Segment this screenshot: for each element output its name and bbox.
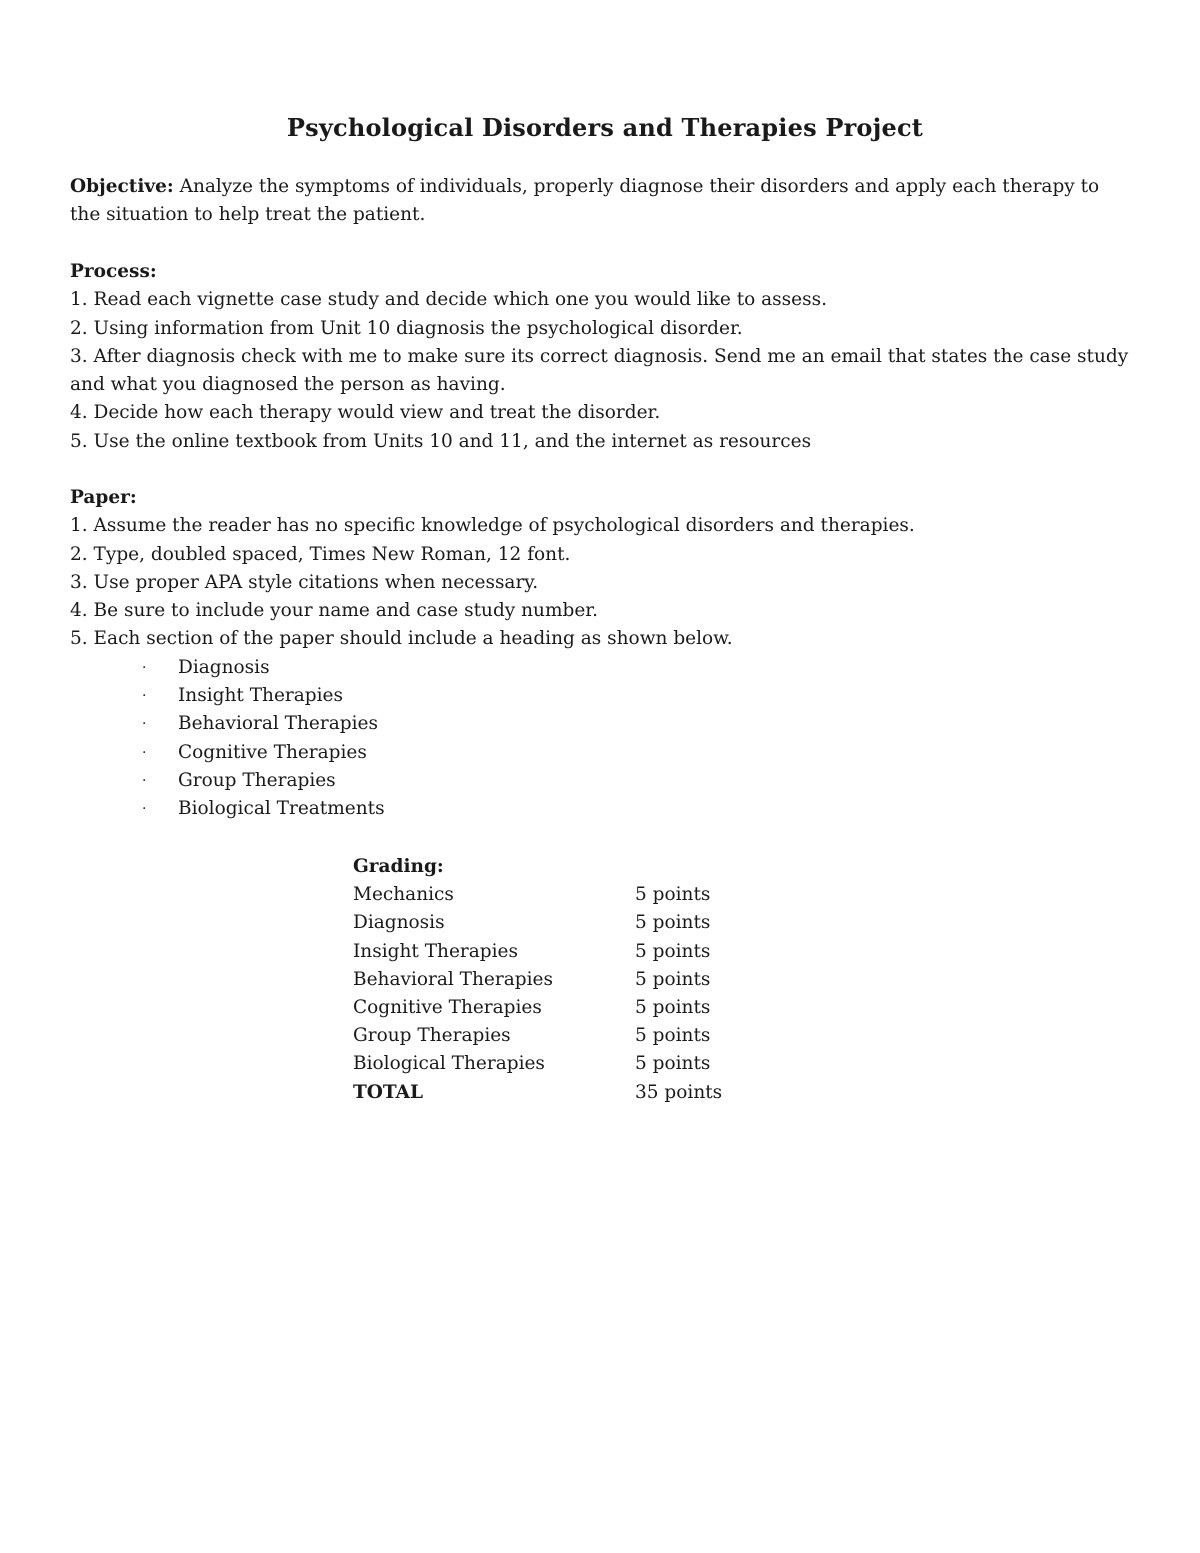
- grading-total-points: 35 points: [635, 1081, 723, 1103]
- grading-item-points: 5 points: [635, 912, 711, 934]
- grading-item-points: 5 points: [635, 1053, 711, 1075]
- paper-step-5: 5. Each section of the paper should include a heading as shown below.: [70, 628, 733, 650]
- grading-row: [353, 909, 773, 937]
- grading-item-points: 5 points: [635, 996, 711, 1018]
- bullet-icon: ·: [142, 688, 147, 705]
- paper-label: Paper:: [70, 487, 137, 508]
- list-item-label: Behavioral Therapies: [178, 713, 378, 735]
- grading-item-name: Mechanics: [353, 884, 454, 906]
- list-item-label: Cognitive Therapies: [178, 741, 367, 763]
- list-item-label: Group Therapies: [178, 769, 336, 791]
- process-label: Process:: [70, 261, 157, 282]
- page-title: Psychological Disorders and Therapies Project: [286, 113, 924, 142]
- objective-text: Analyze the symptoms of individuals, properly diagnose their disorders and apply each therapy to the situation to help treat the patient.: [70, 176, 1100, 226]
- objective-label: Objective:: [70, 176, 174, 197]
- grading-row: [353, 994, 773, 1022]
- bullet-icon: ·: [142, 659, 147, 676]
- grading-item-points: 5 points: [635, 884, 711, 906]
- list-item: [70, 767, 1135, 795]
- list-item-label: Insight Therapies: [178, 685, 343, 707]
- grading-item-name: Insight Therapies: [353, 940, 518, 962]
- paper-step-1: 1. Assume the reader has no specific knowledge of psychological disorders and therapies.: [70, 515, 915, 537]
- grading-row: [353, 938, 773, 966]
- process-step-3: 3. After diagnosis check with me to make sure its correct diagnosis. Send me an email that states the case study and what you diagnosed the person as having.: [70, 345, 1129, 396]
- paper-section: [70, 484, 1135, 824]
- bullet-icon: ·: [142, 772, 147, 789]
- grading-item-points: 5 points: [635, 968, 711, 990]
- bullet-icon: ·: [142, 716, 147, 733]
- paper-step-4: 4. Be sure to include your name and case study number.: [70, 600, 598, 622]
- bullet-icon: ·: [142, 744, 147, 761]
- process-step-2: 2. Using information from Unit 10 diagnosis the psychological disorder.: [70, 317, 743, 339]
- grading-item-points: 5 points: [635, 1025, 711, 1047]
- list-item: [70, 710, 1135, 738]
- objective-section: [70, 173, 1135, 230]
- grading-item-name: Biological Therapies: [353, 1053, 545, 1075]
- list-item: [70, 654, 1135, 682]
- heading-list: [70, 654, 1135, 824]
- grading-row: [353, 966, 773, 994]
- grading-row: [353, 1022, 773, 1050]
- grading-item-name: Behavioral Therapies: [353, 968, 553, 990]
- grading-item-name: Group Therapies: [353, 1025, 511, 1047]
- process-section: [70, 258, 1135, 456]
- grading-item-name: Diagnosis: [353, 912, 445, 934]
- grading-label: Grading:: [353, 856, 444, 877]
- grading-item-name: Cognitive Therapies: [353, 996, 542, 1018]
- process-step-1: 1. Read each vignette case study and decide which one you would like to assess.: [70, 289, 827, 311]
- grading-total-label: TOTAL: [353, 1081, 423, 1103]
- grading-total-row: [353, 1079, 773, 1107]
- objective-paragraph: [70, 176, 1099, 225]
- paper-step-3: 3. Use proper APA style citations when necessary.: [70, 571, 539, 593]
- process-step-5: 5. Use the online textbook from Units 10 and 11, and the internet as resources: [70, 430, 812, 452]
- list-item: [70, 795, 1135, 823]
- process-step-4: 4. Decide how each therapy would view and treat the disorder.: [70, 402, 661, 424]
- list-item-label: Biological Treatments: [178, 798, 385, 820]
- list-item: [70, 739, 1135, 767]
- grading-item-points: 5 points: [635, 940, 711, 962]
- paper-step-2: 2. Type, doubled spaced, Times New Roman, 12 font.: [70, 543, 571, 565]
- bullet-icon: ·: [142, 801, 147, 818]
- list-item: [70, 682, 1135, 710]
- list-item-label: Diagnosis: [178, 656, 270, 678]
- grading-table: [353, 853, 773, 1107]
- grading-row: [353, 881, 773, 909]
- grading-row: [353, 1050, 773, 1078]
